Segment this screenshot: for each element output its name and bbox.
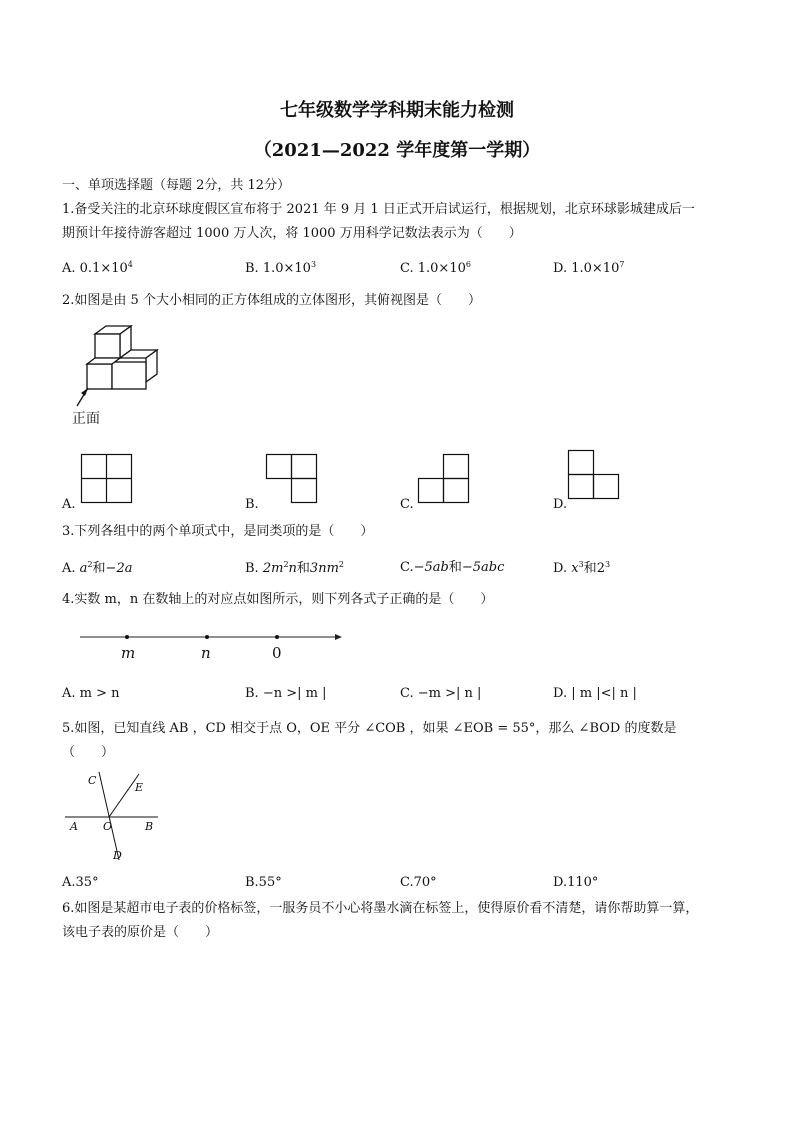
q3-option-c[interactable]: C.−5ab和−5abc [400, 560, 505, 575]
q5-option-a[interactable]: A.35° [62, 875, 99, 890]
q5-option-d[interactable]: D.110° [553, 875, 599, 890]
q2-option-b[interactable]: B. [245, 497, 259, 512]
q5-label-o: O [103, 820, 113, 833]
q5-label-c: C [88, 774, 97, 787]
q5-option-b[interactable]: B.55° [245, 875, 282, 890]
q2-text: 2.如图是由 5 个大小相同的正方体组成的立体图形，其俯视图是（ ） [62, 293, 481, 308]
q4-text: 4.实数 m，n 在数轴上的对应点如图所示，则下列各式子正确的是（ ） [62, 592, 494, 607]
q5-label-d: D [113, 849, 122, 862]
q5-line1: 5.如图，已知直线 AB ，CD 相交于点 O，OE 平分 ∠COB ，如果 ∠EOB = 55°，那么 ∠BOD 的度数是 [62, 721, 677, 736]
q6-line1: 6.如图是某超市电子表的价格标签，一服务员不小心将墨水滴在标签上，使得原价看不清楚，请你帮助算一算， [62, 901, 699, 916]
q4-option-c[interactable]: C. −m >| n | [400, 686, 482, 701]
q2-option-d[interactable]: D. [553, 497, 568, 512]
q5-option-c[interactable]: C.70° [400, 875, 437, 890]
page-subtitle: （2021—2022 学年度第一学期） [253, 140, 541, 161]
q1-option-a[interactable]: A. $0.1\times 10^4$ [62, 260, 133, 276]
q4-label-zero: 0 [272, 644, 282, 662]
q2-option-d-figure [568, 450, 620, 502]
q1-line1: 1.备受关注的北京环球度假区宣布将于 2021 年 9 月 1 日正式开启试运行，根据规划，北京环球影城建成后一 [62, 202, 695, 217]
q4-option-b[interactable]: B. −n >| m | [245, 686, 327, 701]
q2-option-c-figure [418, 454, 470, 504]
q3-option-d[interactable]: D. $x^3$和$2^3$ [553, 560, 611, 576]
q3-option-b[interactable]: B. $2m^2n$和$3nm^2$ [245, 560, 344, 576]
q3-text: 3.下列各组中的两个单项式中，是同类项的是（ ） [62, 524, 374, 539]
q1-line2: 期预计年接待游客超过 1000 万人次，将 1000 万用科学记数法表示为（ ） [62, 226, 522, 241]
q1-option-d[interactable]: D. $1.0\times 10^7$ [553, 260, 625, 276]
q4-option-a[interactable]: A. m > n [62, 686, 120, 701]
q5-label-a: A [70, 820, 78, 833]
q4-label-m: m [121, 644, 136, 662]
q4-option-d[interactable]: D. | m |<| n | [553, 686, 637, 701]
q2-front-label: 正面 [72, 411, 100, 427]
section-heading: 一、单项选择题（每题 2分，共 12分） [62, 178, 291, 193]
q3-option-a[interactable]: A. $a^2$和−2a [62, 560, 133, 576]
q1-option-b[interactable]: B. $1.0\times 10^3$ [245, 260, 317, 276]
page-title: 七年级数学学科期末能力检测 [280, 100, 514, 121]
q5-label-e: E [135, 781, 144, 794]
q4-label-n: n [201, 644, 211, 662]
q1-option-c[interactable]: C. $1.0\times 10^6$ [400, 260, 471, 276]
q6-line2: 该电子表的原价是（ ） [62, 925, 219, 940]
q2-option-b-figure [266, 454, 318, 504]
q2-option-a-figure [81, 454, 133, 504]
q5-line2: （ ） [62, 745, 115, 760]
q2-option-c[interactable]: C. [400, 497, 414, 512]
q2-option-a[interactable]: A. [62, 497, 76, 512]
q5-label-b: B [145, 820, 154, 833]
q2-cube-figure [70, 320, 170, 400]
